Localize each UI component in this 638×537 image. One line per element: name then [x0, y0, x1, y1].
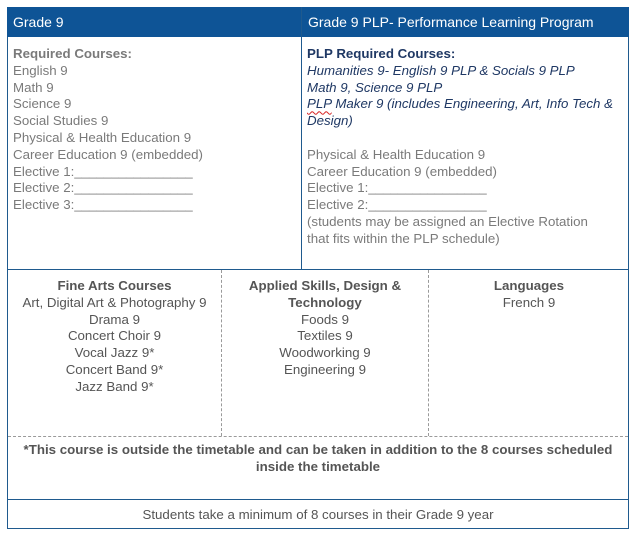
grade9-required-heading: Required Courses: [13, 46, 132, 61]
grade9-required-courses [13, 46, 203, 214]
applied-skills-section [222, 278, 428, 379]
course-item: Textiles 9 [297, 328, 353, 344]
course-item: Concert Choir 9 [67, 328, 162, 344]
course-item: Concert Band 9* [65, 361, 164, 377]
course-item: Science 9 [13, 96, 72, 112]
plp-maker-text: Maker 9 (includes Engineering, Art, Info Tech & [331, 96, 613, 112]
course-item: Jazz Band 9* [75, 378, 154, 394]
dashed-row-divider [8, 436, 628, 437]
grade9-header: Grade 9 [7, 7, 301, 37]
applied-skills-title-cont: Technology [288, 294, 362, 310]
course-item: Engineering 9 [283, 361, 367, 377]
course-item: Art, Digital Art & Photography 9 [22, 294, 207, 310]
course-item: Physical & Health Education 9 [307, 146, 486, 162]
languages-title: Languages [493, 278, 565, 293]
note-line: *This course is outside the timetable and can be taken in addition to the 8 courses scheduled [23, 442, 613, 457]
course-item: Vocal Jazz 9* [74, 345, 155, 361]
course-item: Foods 9 [300, 311, 350, 327]
elective-blank: Elective 2:________________ [13, 180, 193, 196]
rotation-note: (students may be assigned an Elective Rotation [307, 213, 588, 229]
course-item: Math 9 [13, 79, 54, 95]
elective-blank: Elective 1:________________ [307, 180, 487, 196]
course-item: Woodworking 9 [279, 345, 371, 361]
languages-section [429, 278, 629, 312]
row-divider [7, 269, 629, 270]
course-item: Career Education 9 (embedded) [307, 163, 497, 179]
fine-arts-title: Fine Arts Courses [57, 278, 172, 293]
course-item: Physical & Health Education 9 [13, 129, 192, 145]
elective-blank: Elective 3:________________ [13, 197, 193, 213]
course-item: Career Education 9 (embedded) [13, 146, 203, 162]
plp-maker-continued: Design) [307, 113, 353, 129]
elective-blank: Elective 2:________________ [307, 197, 487, 213]
course-item: French 9 [502, 294, 556, 310]
fine-arts-section [8, 278, 221, 396]
applied-skills-title: Applied Skills, Design & [248, 278, 402, 293]
column-divider [301, 7, 302, 269]
plp-course-item: Math 9, Science 9 PLP [307, 79, 443, 95]
plp-required-heading: PLP Required Courses: [307, 46, 456, 61]
rotation-note: that fits within the PLP schedule) [307, 230, 500, 246]
elective-blank: Elective 1:________________ [13, 163, 193, 179]
plp-required-courses [307, 46, 613, 248]
note-line: inside the timetable [255, 459, 381, 474]
plp-maker-course [307, 96, 613, 113]
timetable-note [8, 441, 628, 475]
course-item: Social Studies 9 [13, 113, 109, 129]
course-item: English 9 [13, 62, 68, 78]
minimum-courses-footer: Students take a minimum of 8 courses in their Grade 9 year [142, 507, 494, 522]
spellcheck-word: PLP [307, 96, 332, 112]
plp-course-item: Humanities 9- English 9 PLP & Socials 9 PLP [307, 62, 575, 78]
spacer [307, 130, 613, 147]
plp-header: Grade 9 PLP- Performance Learning Program [302, 7, 629, 37]
course-item: Drama 9 [89, 311, 140, 327]
